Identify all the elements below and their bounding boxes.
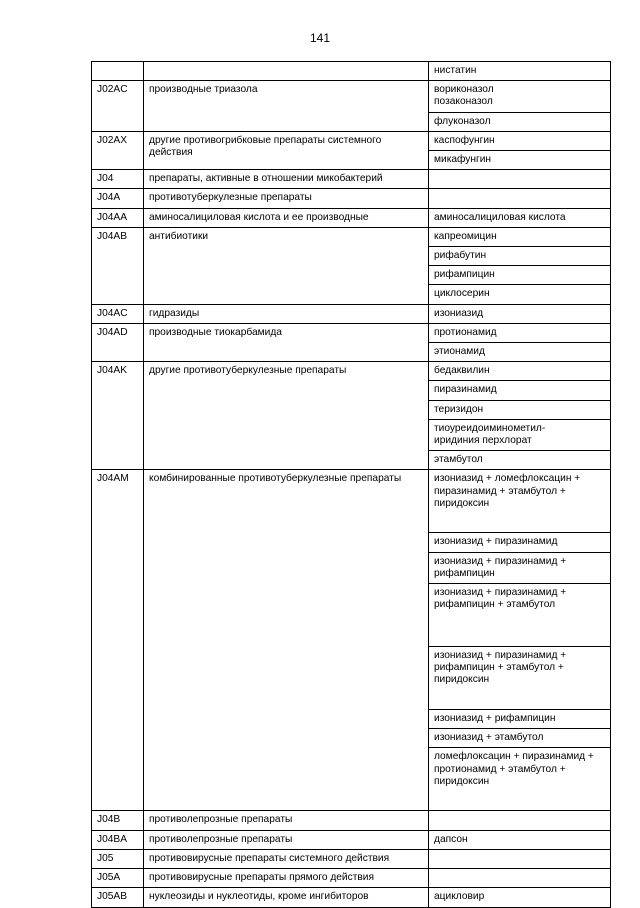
- table-row: [92, 869, 611, 888]
- table-row: [92, 189, 611, 208]
- table-row: [92, 131, 611, 150]
- pharmacological-group-cell: противотуберкулезные препараты: [144, 189, 429, 208]
- drug-name-cell: [429, 811, 611, 830]
- table-row: [92, 208, 611, 227]
- atc-code-cell: [92, 62, 144, 81]
- table-row: [92, 811, 611, 830]
- drug-name-cell: [429, 170, 611, 189]
- drug-name-cell: изониазид: [429, 304, 611, 323]
- drug-name-cell: [429, 849, 611, 868]
- pharmacological-group-cell: противолепрозные препараты: [144, 811, 429, 830]
- pharmacological-group-cell: производные тиокарбамида: [144, 323, 429, 361]
- pharmacological-group-cell: противолепрозные препараты: [144, 830, 429, 849]
- drug-name-cell: бедаквилин: [429, 362, 611, 381]
- atc-code-cell: J04AB: [92, 227, 144, 304]
- atc-code-cell: J05: [92, 849, 144, 868]
- drug-name-cell: рифампицин: [429, 266, 611, 285]
- drug-name-cell: нистатин: [429, 62, 611, 81]
- pharmacological-group-cell: аминосалициловая кислота и ее производные: [144, 208, 429, 227]
- drug-name-cell: капреомицин: [429, 227, 611, 246]
- drug-name-cell: этамбутол: [429, 451, 611, 470]
- drug-name-cell: рифабутин: [429, 247, 611, 266]
- table-body: [92, 62, 611, 908]
- drug-name-cell: теризидон: [429, 400, 611, 419]
- drug-name-cell: аминосалициловая кислота: [429, 208, 611, 227]
- pharmacological-group-cell: другие противотуберкулезные препараты: [144, 362, 429, 470]
- pharmacological-group-cell: производные триазола: [144, 81, 429, 132]
- atc-code-cell: J04A: [92, 189, 144, 208]
- drug-name-cell: ацикловир: [429, 888, 611, 907]
- table-row: [92, 304, 611, 323]
- drug-name-cell: изониазид + пиразинамид + рифампицин: [429, 552, 611, 583]
- table-row: [92, 830, 611, 849]
- atc-code-cell: J02AX: [92, 131, 144, 169]
- pharmacological-group-cell: нуклеозиды и нуклеотиды, кроме ингибиторов: [144, 888, 429, 907]
- drug-name-cell: вориконазол позаконазол: [429, 81, 611, 112]
- table-row: [92, 849, 611, 868]
- table-row: [92, 170, 611, 189]
- atc-code-cell: J04AD: [92, 323, 144, 361]
- drug-name-cell: изониазид + пиразинамид: [429, 533, 611, 552]
- drug-name-cell: ломефлоксацин + пиразинамид + протионамид + этамбутол + пиридоксин: [429, 748, 611, 811]
- atc-code-cell: J05AB: [92, 888, 144, 907]
- drug-name-cell: микафунгин: [429, 151, 611, 170]
- drug-name-cell: дапсон: [429, 830, 611, 849]
- table-row: [92, 62, 611, 81]
- drug-name-cell: протионамид: [429, 323, 611, 342]
- drug-name-cell: [429, 869, 611, 888]
- table-row: [92, 888, 611, 907]
- atc-code-cell: J05A: [92, 869, 144, 888]
- drug-name-cell: тиоуреидоиминометил- иридиния перхлорат: [429, 419, 611, 450]
- drug-name-cell: циклосерин: [429, 285, 611, 304]
- atc-classification-table: [91, 61, 611, 908]
- table-row: [92, 470, 611, 533]
- pharmacological-group-cell: гидразиды: [144, 304, 429, 323]
- table-row: [92, 227, 611, 246]
- table-row: [92, 323, 611, 342]
- drug-name-cell: изониазид + пиразинамид + рифампицин + этамбутол: [429, 584, 611, 647]
- drug-name-cell: этионамид: [429, 343, 611, 362]
- drug-name-cell: изониазид + рифампицин: [429, 710, 611, 729]
- atc-code-cell: J04BA: [92, 830, 144, 849]
- atc-code-cell: J04AA: [92, 208, 144, 227]
- atc-code-cell: J04: [92, 170, 144, 189]
- pharmacological-group-cell: антибиотики: [144, 227, 429, 304]
- drug-name-cell: изониазид + ломефлоксацин + пиразинамид + этамбутол + пиридоксин: [429, 470, 611, 533]
- pharmacological-group-cell: другие противогрибковые препараты системного действия: [144, 131, 429, 169]
- pharmacological-group-cell: препараты, активные в отношении микобактерий: [144, 170, 429, 189]
- atc-code-cell: J04B: [92, 811, 144, 830]
- drug-name-cell: пиразинамид: [429, 381, 611, 400]
- page-number: 141: [309, 31, 331, 45]
- table-row: [92, 81, 611, 112]
- pharmacological-group-cell: противовирусные препараты системного действия: [144, 849, 429, 868]
- pharmacological-group-cell: комбинированные противотуберкулезные препараты: [144, 470, 429, 811]
- drug-name-cell: изониазид + пиразинамид + рифампицин + этамбутол + пиридоксин: [429, 647, 611, 710]
- drug-name-cell: изониазид + этамбутол: [429, 729, 611, 748]
- pharmacological-group-cell: противовирусные препараты прямого действия: [144, 869, 429, 888]
- atc-code-cell: J02AC: [92, 81, 144, 132]
- drug-name-cell: [429, 189, 611, 208]
- pharmacological-group-cell: [144, 62, 429, 81]
- table-row: [92, 362, 611, 381]
- atc-code-cell: J04AK: [92, 362, 144, 470]
- atc-code-cell: J04AM: [92, 470, 144, 811]
- atc-code-cell: J04AC: [92, 304, 144, 323]
- drug-name-cell: флуконазол: [429, 112, 611, 131]
- drug-name-cell: каспофунгин: [429, 131, 611, 150]
